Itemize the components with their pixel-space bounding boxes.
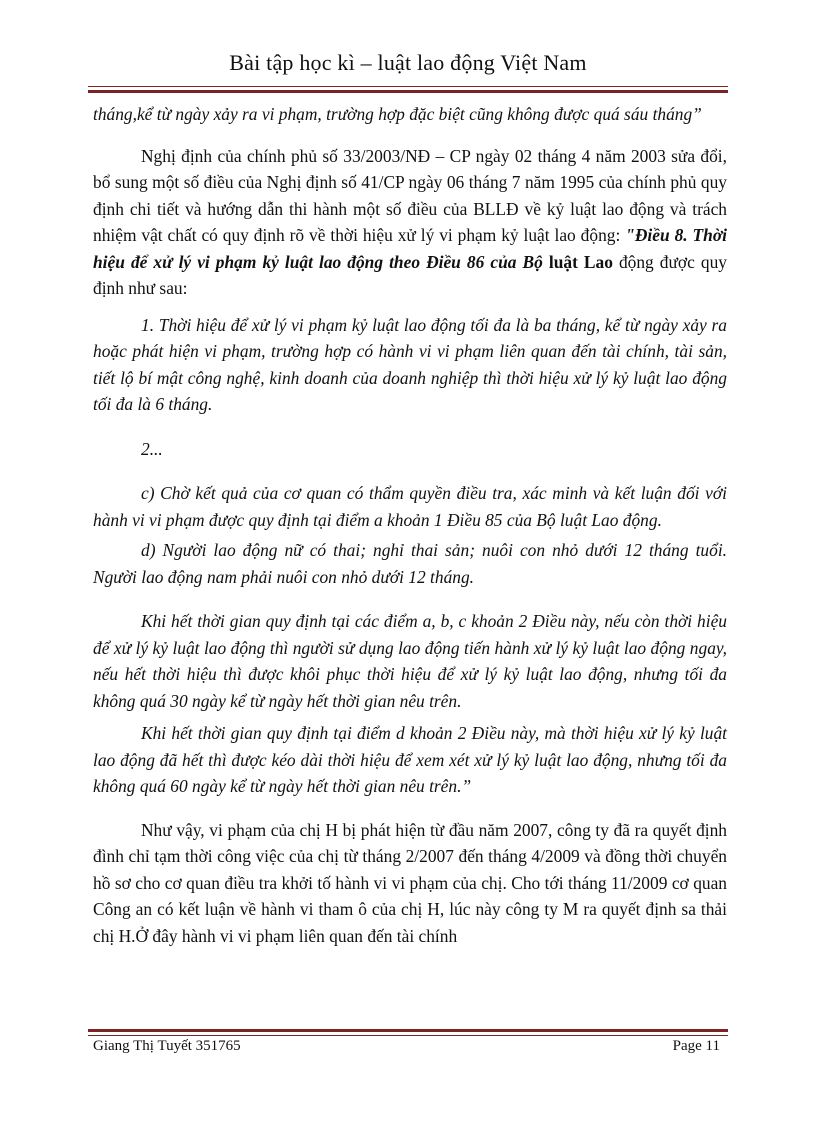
- clause-c: c) Chờ kết quả của cơ quan có thẩm quyền điều tra, xác minh và kết luận đối với hành vi vi phạm được quy định tại điểm a khoản 1 Điều 85 của Bộ luật Lao động.: [93, 483, 727, 530]
- article-8-title-suffix: luật Lao: [542, 251, 613, 272]
- analysis-paragraph: Như vậy, vi phạm của chị H bị phát hiện từ đầu năm 2007, công ty đã ra quyết định đình chỉ tạm thời công việc của chị từ tháng 2/2007 đến tháng 4/2009 và đồng thời chuyển hồ sơ cho cơ quan điều tra khởi tố hành vi vi phạm của chị. Cho tới tháng 11/2009 cơ quan Công an có kết luận về hành vi tham ô của chị H, lúc này công ty M ra quyết định sa thải chị H.Ở đây hành vi vi phạm liên quan đến tài chính: [93, 819, 727, 946]
- footer-rule-thin: [88, 1035, 728, 1036]
- quote-end-paragraph: tháng,kể từ ngày xảy ra vi phạm, trường hợp đặc biệt cũng không được quá sáu tháng”: [93, 104, 702, 124]
- clause-end-d: Khi hết thời gian quy định tại điểm d khoản 2 Điều này, mà thời hiệu xử lý kỷ luật lao động đã hết thì được kéo dài thời hiệu để xem xét xử lý kỷ luật lao động, nhưng tối đa không quá 60 ngày kể từ ngày hết thời gian nêu trên.”: [93, 723, 727, 796]
- document-body: [93, 101, 727, 959]
- decree-paragraph: [93, 143, 727, 302]
- footer-author: Giang Thị Tuyết 351765: [93, 1038, 241, 1054]
- page-number: Page 11: [672, 1038, 720, 1054]
- page-header-title: Bài tập học kì – luật lao động Việt Nam: [229, 50, 587, 75]
- decree-intro-text: Nghị định của chính phủ số 33/2003/NĐ – CP ngày 02 tháng 4 năm 2003 sửa đổi, bổ sung một số điều của Nghị định số 41/CP ngày 06 tháng 7 năm 1995 của chính phủ quy định chi tiết và hướng dẫn thi hành một số điều của BLLĐ về kỷ luật lao động và trách nhiệm vật chất có quy định rõ về thời hiệu xử lý vi phạm kỷ luật lao động:: [93, 145, 727, 245]
- article-8-tail: động được quy định như sau:: [93, 251, 727, 298]
- clause-1: 1. Thời hiệu để xử lý vi phạm kỷ luật lao động tối đa là ba tháng, kể từ ngày xảy ra hoặc phát hiện vi phạm, trường hợp có hành vi vi phạm liên quan đến tài chính, tài sản, tiết lộ bí mật công nghệ, kinh doanh của doanh nghiệp thì thời hiệu xử lý kỷ luật lao động tối đa là 6 tháng.: [93, 314, 727, 414]
- header-rule-thin: [88, 86, 728, 87]
- clause-end-abc: Khi hết thời gian quy định tại các điểm a, b, c khoản 2 Điều này, nếu còn thời hiệu để xử lý kỷ luật lao động thì người sử dụng lao động tiến hành xử lý kỷ luật lao động ngay, nếu hết thời hiệu thì được khôi phục thời hiệu để xử lý kỷ luật lao động, nhưng tối đa không quá 30 ngày kể từ ngày hết thời gian nêu trên.: [93, 611, 727, 711]
- clause-2: 2...: [141, 438, 163, 459]
- clause-d: d) Người lao động nữ có thai; nghỉ thai sản; nuôi con nhỏ dưới 12 tháng tuổi. Người lao động nam phải nuôi con nhỏ dưới 12 tháng.: [93, 540, 727, 587]
- header-rule-thick: [88, 90, 728, 93]
- article-8-title: "Điều 8. Thời hiệu để xử lý vi phạm kỷ luật lao động theo Điều 86 của Bộ: [93, 225, 727, 272]
- footer-rule-thick: [88, 1029, 728, 1032]
